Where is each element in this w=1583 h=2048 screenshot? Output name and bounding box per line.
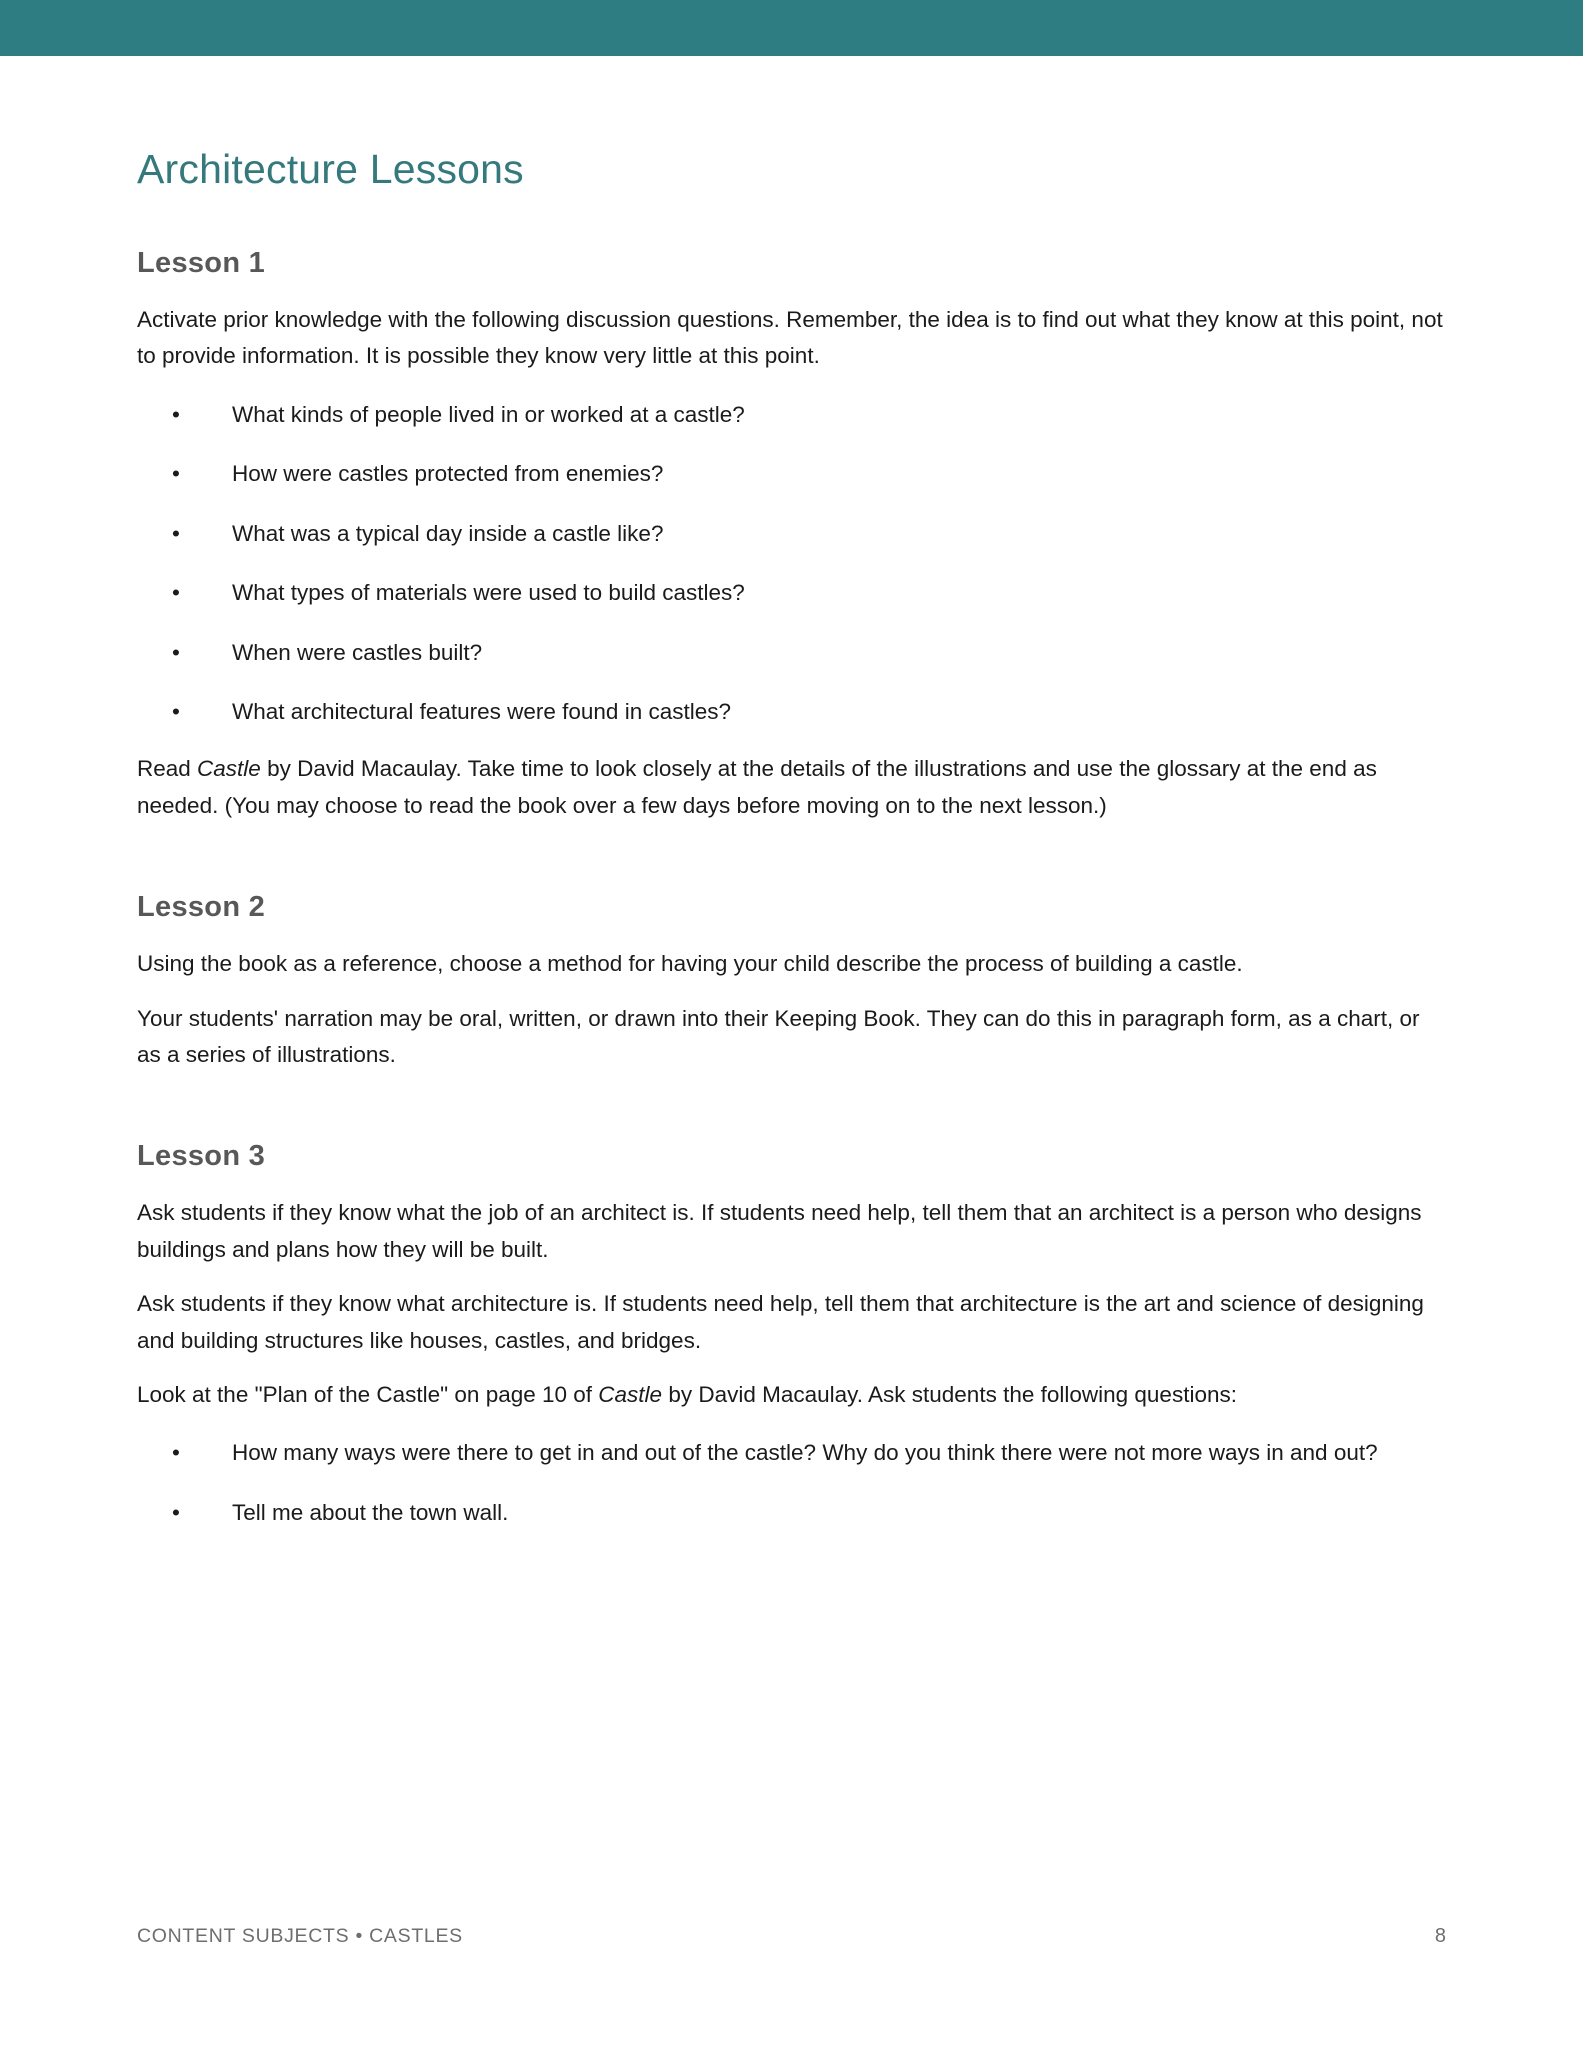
lesson-1-intro-paragraph: Activate prior knowledge with the following discussion questions. Remember, the idea is to find out what they know at this point, not to provide information. It is possible they know very little at this point. [137,306,1443,369]
lesson-3-heading: Lesson 3 [137,1140,266,1173]
lesson-2-paragraph-2: Your students' narration may be oral, written, or drawn into their Keeping Book. They can do this in paragraph form, as a chart, or as a series of illustrations. [137,1005,1420,1067]
list-item [137,635,1446,694]
lesson-2-heading: Lesson 2 [137,891,266,924]
footer-breadcrumb: CONTENT SUBJECTS • CASTLES [137,1925,463,1947]
bullet-icon: • [172,461,180,487]
list-item [137,1435,1446,1494]
list-item-label: What types of materials were used to build castles? [232,580,745,606]
list-item-label: Tell me about the town wall. [232,1499,509,1525]
list-item [137,694,1446,730]
lesson-3-question-list [137,1413,1446,1531]
list-item-label: How were castles protected from enemies? [232,461,664,487]
list-item-label: What was a typical day inside a castle like? [232,520,664,546]
reading-prefix-text: Read [137,756,198,782]
book-title-italic: Castle [598,1381,663,1407]
lesson-1-heading: Lesson 1 [137,247,266,280]
list-item-label: When were castles built? [232,639,483,665]
page-footer [137,1925,1446,1948]
list-item [137,456,1446,515]
list-item [137,516,1446,575]
lesson-1-question-list [137,375,1446,731]
list-item [137,397,1446,456]
bullet-icon: • [172,520,180,546]
list-item-label: What architectural features were found in castles? [232,699,731,724]
lesson-1-reading-paragraph [137,730,1446,824]
lesson-2-paragraph-1: Using the book as a reference, choose a method for having your child describe the process of building a castle. [137,951,1243,977]
header-color-band [0,0,1583,56]
bullet-icon: • [172,699,180,724]
reading-suffix-text: by David Macaulay. Take time to look closely at the details of the illustrations and use the glossary at the end as needed. (You may choose to read the book over a few days before moving on to the next lesson.) [137,756,1377,818]
lesson-3-paragraph-3 [137,1359,1446,1413]
list-item-label: How many ways were there to get in and out of the castle? Why do you think there were not more ways in and out? [232,1440,1378,1466]
lesson-3-paragraph-2: Ask students if they know what architecture is. If students need help, tell them that architecture is the art and science of designing and building structures like houses, castles, and bridges. [137,1291,1424,1353]
plan-prefix-text: Look at the "Plan of the Castle" on page 10 of [137,1381,599,1407]
page-number: 8 [1434,1925,1446,1947]
plan-suffix-text: by David Macaulay. Ask students the following questions: [662,1381,1237,1407]
list-item [137,1495,1446,1531]
bullet-icon: • [172,401,180,427]
list-item [137,575,1446,634]
page-title: Architecture Lessons [137,146,524,192]
book-title-italic: Castle [197,756,261,782]
bullet-icon: • [172,1440,180,1466]
bullet-icon: • [172,580,180,606]
lesson-3-paragraph-1: Ask students if they know what the job of an architect is. If students need help, tell them that an architect is a person who designs buildings and plans how they will be built. [137,1200,1422,1262]
list-item-label: What kinds of people lived in or worked at a castle? [232,401,745,427]
bullet-icon: • [172,1499,180,1525]
bullet-icon: • [172,639,180,665]
document-content [0,56,1583,1531]
